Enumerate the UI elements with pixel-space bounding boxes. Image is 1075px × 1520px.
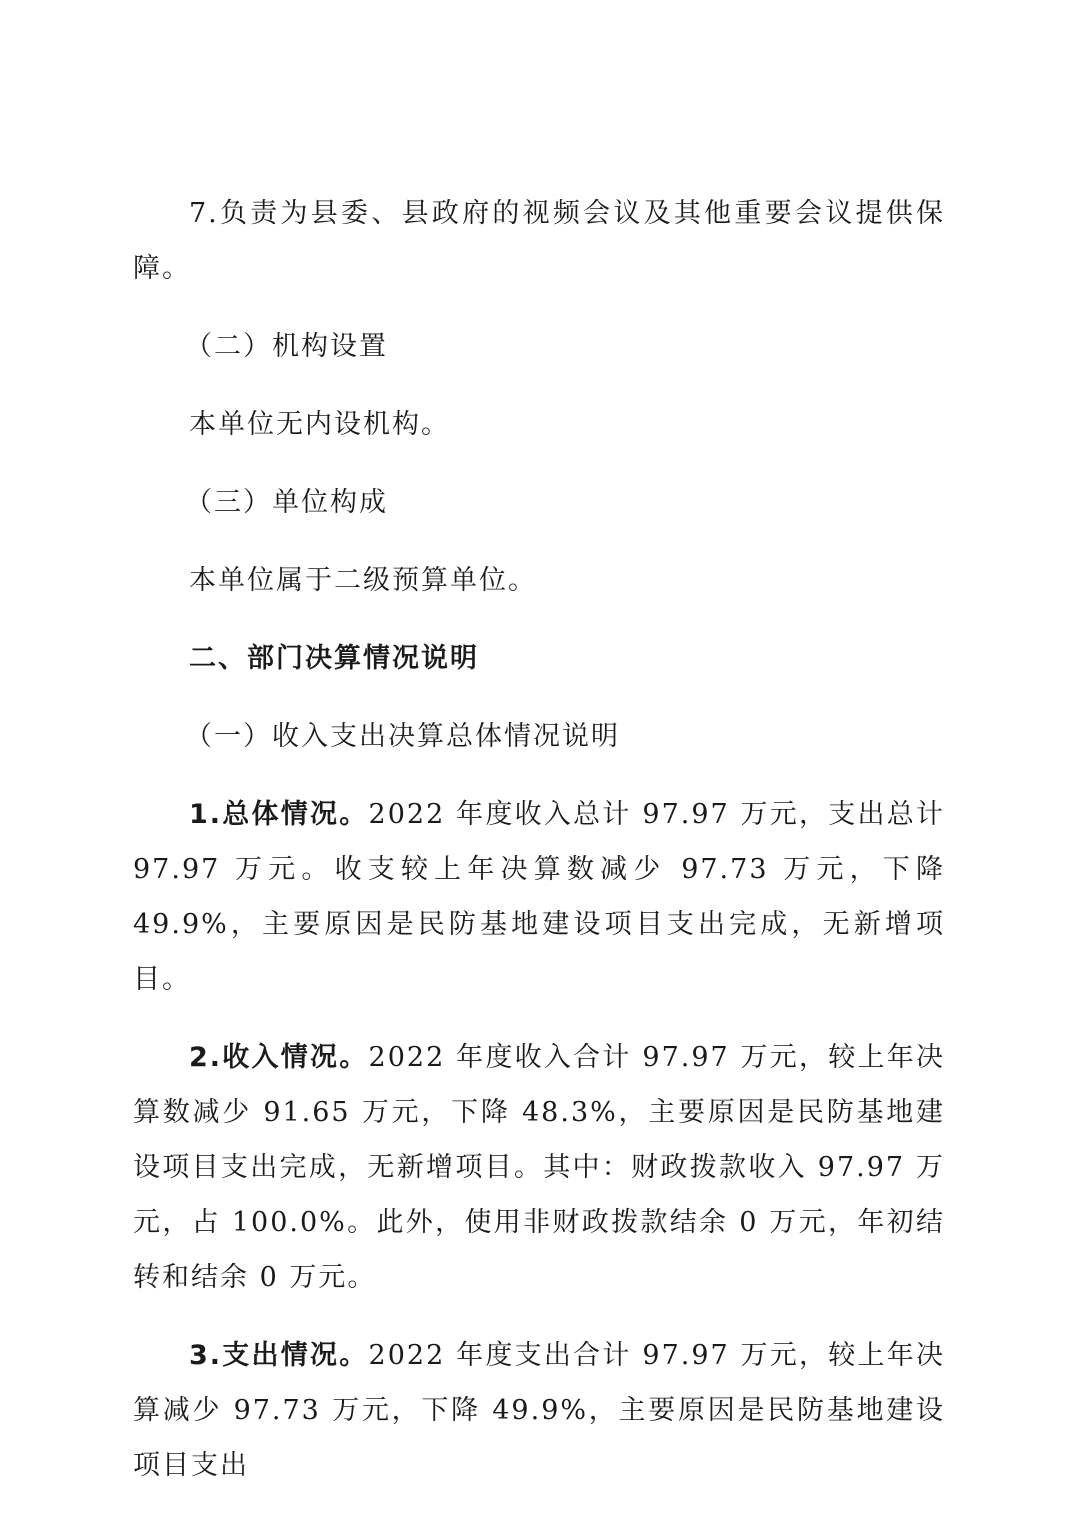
item-income-lead: 2.收入情况。 [189, 1042, 369, 1073]
heading-section-2: 二、部门决算情况说明 [189, 643, 479, 674]
para-goucheng: 本单位属于二级预算单位。 [189, 565, 537, 596]
item-expense [133, 1328, 945, 1493]
item-overall [133, 787, 945, 1007]
item-expense-text: 2022 年度支出合计 97.97 万元，较上年决算减少 97.73 万元，下降 49.9%，主要原因是民防基地建设项目支出 [133, 1340, 945, 1481]
item-income-text: 2022 年度收入合计 97.97 万元，较上年决算数减少 91.65 万元，下降 48.3%，主要原因是民防基地建设项目支出完成，无新增项目。其中：财政拨款收入 97.97 万元，占 100.0%。此外，使用非财政拨款结余 0 万元，年初结转和结余 0 万元。 [133, 1042, 945, 1293]
document-page [133, 186, 945, 1516]
duty-item-7: 7.负责为县委、县政府的视频会议及其他重要会议提供保障。 [133, 198, 945, 284]
item-overall-lead: 1.总体情况。 [189, 799, 369, 830]
heading-jigou-shezhi: （二）机构设置 [185, 331, 388, 362]
heading-shouzhi-zongti: （一）收入支出决算总体情况说明 [185, 721, 620, 752]
heading-danwei-goucheng: （三）单位构成 [185, 487, 388, 518]
item-income [133, 1030, 945, 1305]
para-jigou: 本单位无内设机构。 [189, 409, 450, 440]
item-overall-text: 2022 年度收入总计 97.97 万元，支出总计 97.97 万元。收支较上年决算数减少 97.73 万元，下降 49.9%，主要原因是民防基地建设项目支出完成，无新增项目。 [133, 799, 945, 995]
item-expense-lead: 3.支出情况。 [189, 1340, 369, 1371]
